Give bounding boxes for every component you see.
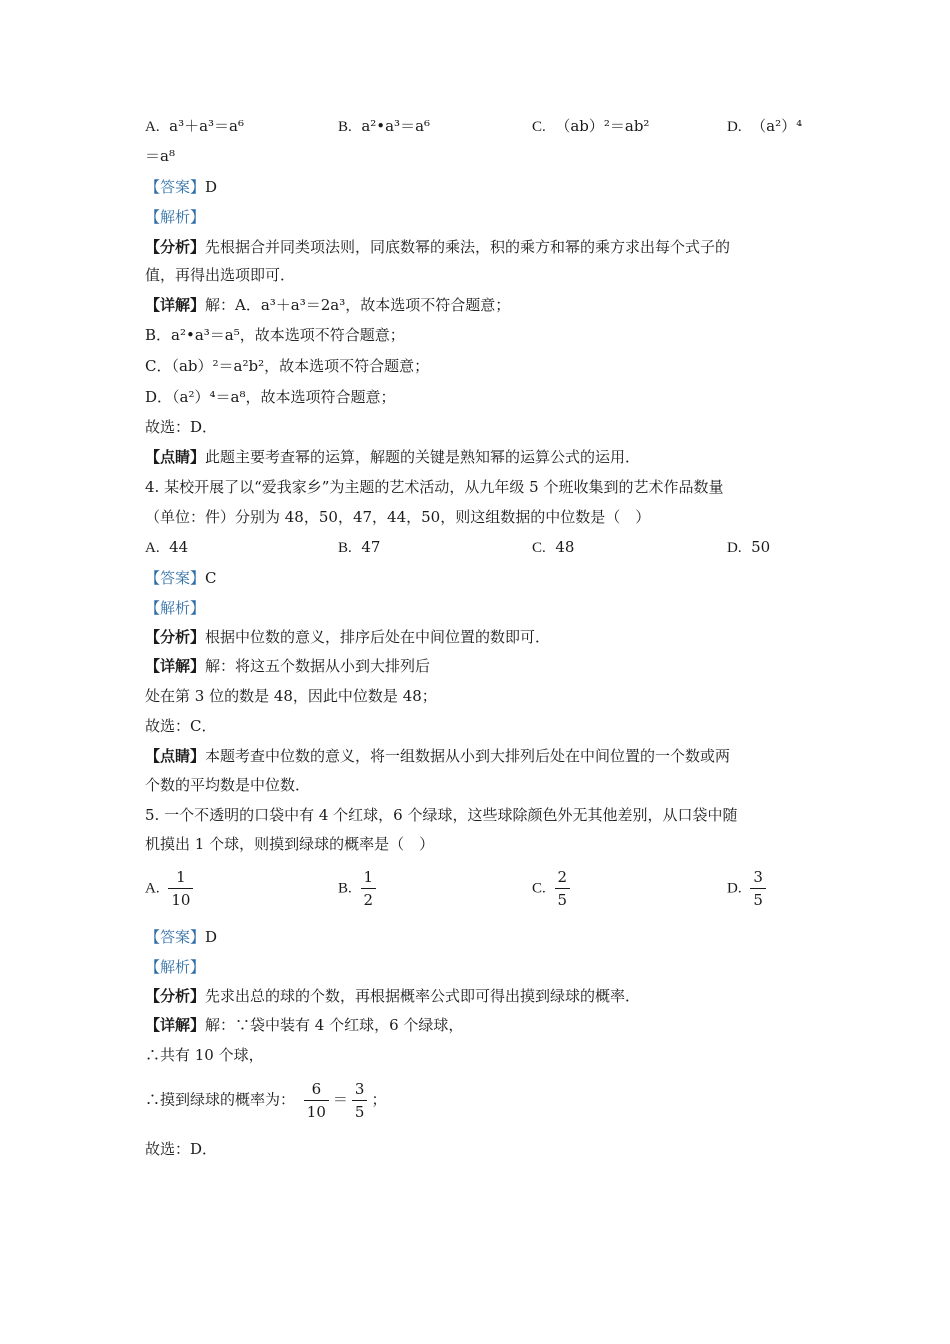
fraction [304,1078,329,1123]
fenxi-text: 先求出总的球的个数，再根据概率公式即可得出摸到绿球的概率． [205,987,641,1005]
denominator: 5 [354,1103,365,1121]
option-label: A. [145,119,160,135]
answer-value: C [205,569,217,587]
q5-solution-line3 [145,1078,386,1123]
answer-tag: 【答案】 [145,178,206,196]
q4-option-c [532,536,574,559]
dianjing-tag: 【点睛】 [145,448,206,466]
option-label: D. [727,540,742,556]
option-label: C. [532,119,546,135]
answer-value: D [205,178,218,196]
answer-tag: 【答案】 [145,928,206,946]
q3-option-a [145,115,244,138]
option-text: 47 [361,538,381,556]
dianjing-text: 本题考查中位数的意义，将一组数据从小到大排列后处在中间位置的一个数或两 [205,747,731,765]
q3-answer [145,176,217,198]
q3-solution-b: B．a²•a³＝a⁵，故本选项不符合题意； [145,326,405,344]
q4-dianjing-continued: 个数的平均数是中位数． [145,776,311,794]
numerator: 1 [168,866,193,889]
fraction [750,866,766,911]
answer-value: D [205,928,218,946]
probability-prefix: ∴摸到绿球的概率为： [145,1090,296,1109]
q4-stem-line2: （单位：件）分别为 48，50，47，44，50，则这组数据的中位数是（ ） [145,508,651,526]
denominator: 2 [363,891,374,909]
option-text: （ab）²＝ab² [555,117,650,135]
q3-analysis-heading: 【解析】 [145,208,206,226]
xiangjie-tag: 【详解】 [145,657,206,675]
option-label: B. [338,540,352,556]
dianjing-text: 此题主要考查幂的运算，解题的关键是熟知幂的运算公式的运用． [205,448,641,466]
denominator: 10 [171,891,191,909]
q3-xiangjie [145,294,510,316]
q5-option-d [727,866,770,911]
option-label: A. [145,880,160,897]
q5-analysis-heading: 【解析】 [145,958,206,976]
q3-option-b [338,115,430,138]
q3-option-d [727,115,802,138]
q4-analysis-heading: 【解析】 [145,599,206,617]
fenxi-text: 根据中位数的意义，排序后处在中间位置的数即可． [205,628,551,646]
option-label: A. [145,540,160,556]
q4-xiangjie [145,655,430,677]
q3-fenxi [145,236,730,258]
xiangjie-text: 解：∵袋中装有 4 个红球，6 个绿球， [205,1016,464,1034]
q5-fenxi [145,985,640,1007]
q5-final-choice: 故选：D． [145,1140,218,1158]
fenxi-tag: 【分析】 [145,628,206,646]
denominator: 10 [306,1103,326,1121]
q3-fenxi-continued: 值，再得出选项即可． [145,266,296,284]
numerator: 3 [352,1078,368,1101]
option-text: 44 [169,538,189,556]
q4-fenxi [145,626,550,648]
xiangjie-text: 解：A．a³＋a³＝2a³，故本选项不符合题意； [205,296,511,314]
q4-stem-line1: 4. 某校开展了以“爱我家乡”为主题的艺术活动，从九年级 5 个班收集到的艺术作品数量 [145,478,724,496]
q5-xiangjie [145,1014,463,1036]
option-label: B. [338,880,352,897]
denominator: 5 [557,891,568,909]
q5-option-b [338,866,380,911]
q5-answer [145,926,217,948]
q3-dianjing [145,446,640,468]
fenxi-tag: 【分析】 [145,238,206,256]
q3-final-choice: 故选：D． [145,418,218,436]
q5-stem-line2: 机摸出 1 个球，则摸到绿球的概率是（ ） [145,835,435,853]
fraction [168,866,193,911]
numerator: 2 [555,866,571,889]
q5-option-a [145,866,197,911]
q4-solution-line2: 处在第 3 位的数是 48，因此中位数是 48； [145,687,437,705]
denominator: 5 [753,891,763,909]
q5-stem-line1: 5. 一个不透明的口袋中有 4 个红球，6 个绿球，这些球除颜色外无其他差别，从口袋中随 [145,806,738,824]
q4-final-choice: 故选：C． [145,717,217,735]
q4-option-b [338,536,380,559]
q5-solution-line2: ∴共有 10 个球， [145,1046,264,1064]
option-text: （a²）⁴ [751,117,803,135]
fenxi-text: 先根据合并同类项法则，同底数幂的乘法，积的乘方和幂的乘方求出每个式子的 [205,238,731,256]
fraction [352,1078,368,1123]
q4-option-d [727,536,770,559]
option-text: 50 [751,538,771,556]
q3-solution-c: C．（ab）²＝a²b²，故本选项不符合题意； [145,357,430,375]
fraction [555,866,571,911]
q4-dianjing [145,745,730,767]
probability-suffix: ； [371,1090,387,1109]
fenxi-tag: 【分析】 [145,987,206,1005]
answer-tag: 【答案】 [145,569,206,587]
q4-answer [145,567,217,589]
xiangjie-tag: 【详解】 [145,1016,206,1034]
option-text: a²•a³＝a⁶ [361,117,431,135]
option-label: D. [727,880,742,897]
fraction [361,866,377,911]
option-text: 48 [555,538,575,556]
equals-sign: ＝ [332,1090,348,1109]
numerator: 3 [750,866,766,889]
q4-option-a [145,536,188,559]
option-label: C. [532,880,546,897]
q5-option-c [532,866,574,911]
dianjing-tag: 【点睛】 [145,747,206,765]
q3-solution-d: D．（a²）⁴＝a⁸，故本选项符合题意； [145,388,396,406]
q3-option-c [532,115,649,138]
option-label: D. [727,119,742,135]
xiangjie-tag: 【详解】 [145,296,206,314]
xiangjie-text: 解：将这五个数据从小到大排列后 [205,657,431,675]
option-text: a³＋a³＝a⁶ [169,117,245,135]
option-label: B. [338,119,352,135]
numerator: 6 [304,1078,329,1101]
q3-option-d-continued: ＝a⁸ [145,147,175,165]
option-label: C. [532,540,546,556]
numerator: 1 [361,866,377,889]
